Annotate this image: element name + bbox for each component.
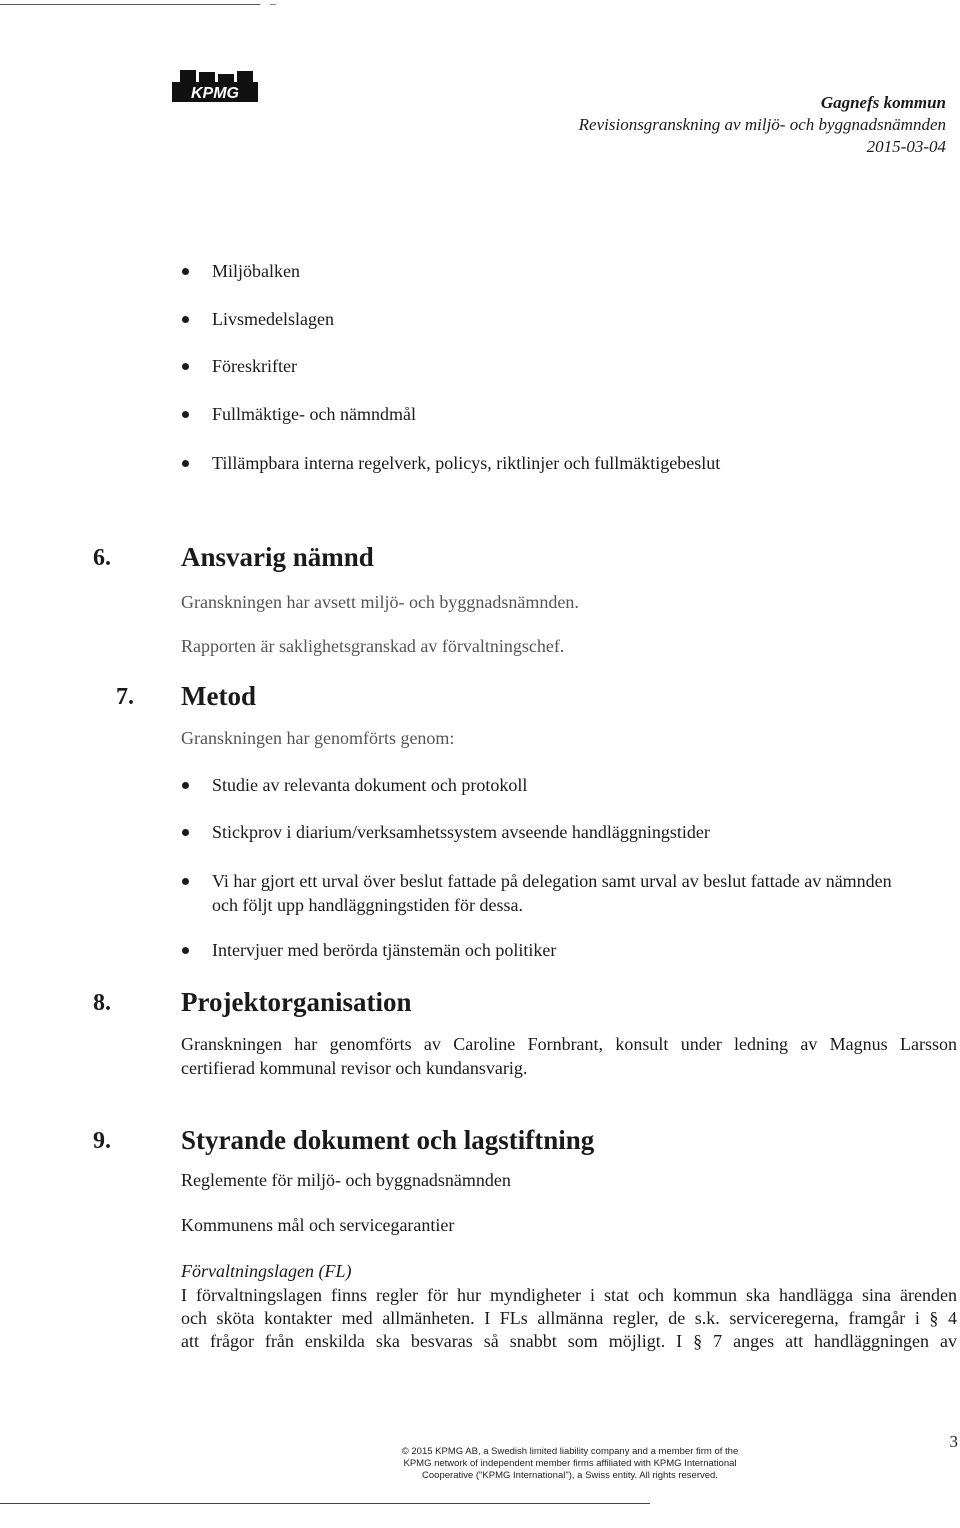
- list-item: Föreskrifter: [182, 354, 957, 378]
- list-item: Vi har gjort ett urval över beslut fattade på delegation samt urval av beslut fattade av nämnden: [182, 869, 957, 893]
- top-rule-fragment: [270, 4, 276, 5]
- section-number: 8.: [93, 990, 111, 1016]
- bullet-dot: [182, 363, 189, 370]
- header-report-title: Revisionsgranskning av miljö- och byggnadsnämnden: [578, 115, 946, 134]
- footer-copyright: [320, 1446, 820, 1482]
- list-item: Miljöbalken: [182, 259, 957, 283]
- list-item: Intervjuer med berörda tjänstemän och politiker: [182, 938, 957, 962]
- svg-text:KPMG: KPMG: [191, 85, 239, 102]
- paragraph: Kommunens mål och servicegarantier: [181, 1215, 455, 1235]
- list-item-continuation: och följt upp handläggningstiden för dessa.: [212, 895, 523, 915]
- header-org: Gagnefs kommun: [820, 93, 946, 112]
- paragraph-line: I förvaltningslagen finns regler för hur myndigheter i stat och kommun ska handlägga sina ärenden: [181, 1285, 957, 1305]
- section-number: 7.: [116, 684, 134, 710]
- list-item: Studie av relevanta dokument och protokoll: [182, 773, 957, 797]
- list-item: Livsmedelslagen: [182, 307, 957, 331]
- bullet-dot: [182, 947, 189, 954]
- paragraph-line: att frågor från enskilda ska besvaras så snabbt som möjligt. I § 7 anges att handläggningen av: [181, 1331, 957, 1351]
- paragraph: Granskningen har avsett miljö- och byggnadsnämnden.: [181, 592, 579, 612]
- paragraph: Granskningen har genomförts genom:: [181, 728, 455, 748]
- footer-line: © 2015 KPMG AB, a Swedish limited liability company and a member firm of the: [401, 1446, 739, 1457]
- footer-line: Cooperative ("KPMG International"), a Swiss entity. All rights reserved.: [422, 1470, 718, 1481]
- bullet-dot: [182, 829, 189, 836]
- page-number: 3: [949, 1432, 958, 1451]
- list-item: Stickprov i diarium/verksamhetssystem avseende handläggningstider: [182, 820, 957, 844]
- section-title: Projektorganisation: [181, 987, 412, 1017]
- kpmg-logo: [172, 68, 258, 104]
- section-number: 9.: [93, 1128, 111, 1154]
- paragraph: Reglemente för miljö- och byggnadsnämnden: [181, 1170, 511, 1190]
- bottom-rule: [0, 1503, 650, 1504]
- paragraph-line: Granskningen har genomförts av Caroline Fornbrant, konsult under ledning av Magnus Larsson: [181, 1034, 957, 1054]
- section-title: Ansvarig nämnd: [181, 542, 374, 572]
- section-number: 6.: [93, 545, 111, 571]
- section-title: Styrande dokument och lagstiftning: [181, 1125, 595, 1155]
- bullet-dot: [182, 460, 189, 467]
- bullet-dot: [182, 878, 189, 885]
- paragraph-line: certifierad kommunal revisor och kundansvarig.: [181, 1058, 528, 1078]
- bullet-dot: [182, 782, 189, 789]
- section-title: Metod: [181, 681, 256, 711]
- paragraph: Rapporten är saklighetsgranskad av förvaltningschef.: [181, 636, 565, 656]
- list-item: Fullmäktige- och nämndmål: [182, 402, 957, 426]
- subheading: Förvaltningslagen (FL): [181, 1261, 352, 1281]
- bullet-dot: [182, 316, 189, 323]
- header-date: 2015-03-04: [866, 137, 946, 156]
- bullet-dot: [182, 268, 189, 275]
- list-item: Tillämpbara interna regelverk, policys, riktlinjer och fullmäktigebeslut: [182, 451, 957, 475]
- footer-line: KPMG network of independent member firms affiliated with KPMG International: [403, 1458, 737, 1469]
- top-rule: [0, 4, 260, 5]
- bullet-dot: [182, 411, 189, 418]
- paragraph-line: och sköta kontakter med allmänheten. I FLs allmänna regler, de s.k. serviceregerna, framgår i § 4: [181, 1308, 957, 1328]
